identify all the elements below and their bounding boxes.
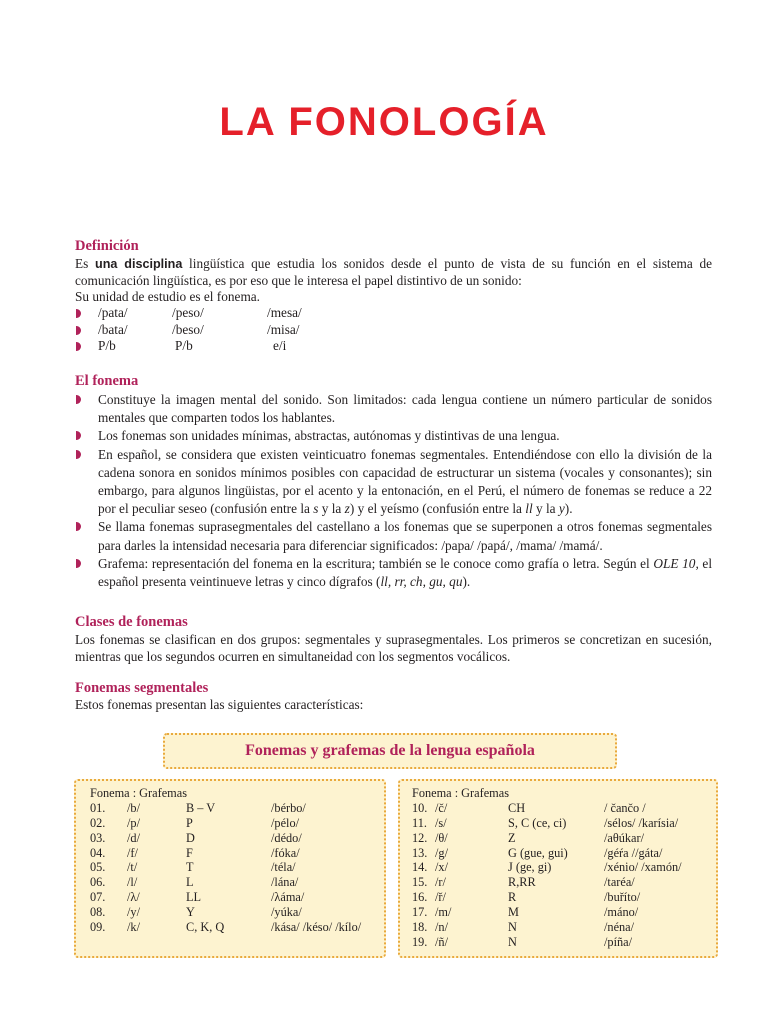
page-title: LA FONOLOGÍA bbox=[219, 100, 549, 144]
example-row bbox=[75, 338, 287, 355]
table-cell: F bbox=[186, 845, 193, 860]
table-cell: 17. bbox=[412, 905, 428, 920]
definicion-text-bold: una disciplina bbox=[95, 257, 183, 271]
table-title: Fonemas y grafemas de la lengua española bbox=[245, 742, 535, 759]
table-cell: /č/ bbox=[435, 800, 448, 815]
example-cell: /beso/ bbox=[172, 321, 204, 337]
table-cell: /s/ bbox=[435, 815, 447, 830]
table-cell: /d/ bbox=[127, 830, 140, 845]
table-cell: 14. bbox=[412, 860, 428, 875]
text: el español presenta veintinueve letras y cinco dígrafos ( bbox=[98, 555, 713, 590]
table-cell: /p/ bbox=[127, 815, 140, 830]
table-cell: /λáma/ bbox=[271, 890, 305, 905]
table-cell: /máno/ bbox=[604, 905, 639, 920]
table-cell: J (ge, gi) bbox=[508, 860, 552, 875]
table-cell: 03. bbox=[90, 830, 106, 845]
text: ) y el yeísmo (confusión entre la bbox=[349, 501, 526, 517]
table-cell: /téla/ bbox=[271, 860, 296, 875]
heading-el-fonema: El fonema bbox=[75, 373, 139, 389]
table-cell: /taréa/ bbox=[604, 875, 635, 890]
table-cell: Z bbox=[508, 830, 516, 845]
text: OLE 10, bbox=[653, 555, 699, 571]
example-cell: /misa/ bbox=[267, 321, 300, 337]
fonema-bullets bbox=[75, 391, 712, 591]
table-cell: 06. bbox=[90, 875, 106, 890]
definicion-text-rest: lingüística que estudia los sonidos desde el punto de vista de su función en el sistema de comunicación lingüística, es por eso que le interesa el papel distintivo de un sonido: bbox=[75, 256, 712, 288]
table-cell: 08. bbox=[90, 905, 106, 920]
table-cell: 07. bbox=[90, 890, 106, 905]
table-cell: /λ/ bbox=[127, 890, 140, 905]
table-cell: /y/ bbox=[127, 905, 140, 920]
table-cell: 04. bbox=[90, 845, 106, 860]
table-cell: /lána/ bbox=[271, 875, 299, 890]
table-cell: B – V bbox=[186, 800, 216, 815]
example-cell: P/b bbox=[98, 338, 116, 353]
fonema-bullet: Los fonemas son unidades mínimas, abstractas, autónomas y distintivas de una lengua. bbox=[75, 427, 712, 445]
table-cell: R,RR bbox=[508, 875, 536, 890]
table-cell: /kása/ /késo/ /kílo/ bbox=[271, 920, 362, 935]
table-cell: D bbox=[186, 830, 195, 845]
fonema-bullet: Constituye la imagen mental del sonido. Son limitados: cada lengua contiene un número particular de sonidos mentales que comparten todos los hablantes. bbox=[75, 391, 712, 427]
table-cell: 18. bbox=[412, 920, 428, 935]
table-cell: N bbox=[508, 920, 517, 935]
table-cell: 09. bbox=[90, 920, 106, 935]
definicion-unit: Su unidad de estudio es el fonema. bbox=[75, 289, 261, 304]
table-cell: /f/ bbox=[127, 845, 138, 860]
table-cell: /buříto/ bbox=[604, 890, 641, 905]
table-cell: G (gue, gui) bbox=[508, 845, 568, 860]
table-cell: /b/ bbox=[127, 800, 140, 815]
table-cell: /píña/ bbox=[604, 934, 633, 949]
table-cell: 10. bbox=[412, 800, 428, 815]
header-label: Fonema : Grafemas bbox=[412, 786, 509, 800]
text: y la bbox=[532, 501, 559, 517]
table-cell: /l/ bbox=[127, 875, 138, 890]
text: s bbox=[313, 501, 319, 517]
heading-segmentales: Fonemas segmentales bbox=[75, 680, 209, 696]
table-cell: /néna/ bbox=[604, 920, 635, 935]
text: En español, se considera que existen veinticuatro fonemas segmentales. Entendiéndose con ello la división de la cadena sonora en sonidos mínimos posibles con capacidad de estructurar un sistema (vocales y consonantes); sin embargo, para algunos lingüistas, por el acento y la entonación, en el Perú, el número de fonemas se reduce a 22 por el peculiar seseo (confusión entre la bbox=[98, 446, 712, 517]
table-cell: 12. bbox=[412, 830, 428, 845]
table-cell: /k/ bbox=[127, 920, 140, 935]
fonema-bullet bbox=[75, 555, 712, 591]
clases-paragraph: Los fonemas se clasifican en dos grupos: segmentales y suprasegmentales. Los primeros se concretizan en sucesión, mientras que los segundos ocurren en simultaneidad con los segmentos vocálicos. bbox=[75, 632, 712, 664]
table-cell: /géŕa //gáta/ bbox=[604, 845, 663, 860]
example-cell: e/i bbox=[273, 338, 287, 353]
text: Grafema: representación del fonema en la escritura; también se le conoce como grafía o letra. Según el bbox=[98, 555, 654, 571]
table-cell: /pélo/ bbox=[271, 815, 300, 830]
text: ll, rr, ch, gu, qu bbox=[380, 574, 463, 590]
table-cell: P bbox=[186, 815, 193, 830]
table-cell: 19. bbox=[412, 934, 428, 949]
table-cell: /ř/ bbox=[435, 890, 446, 905]
example-row bbox=[75, 305, 302, 322]
table-cell: /aθúkar/ bbox=[604, 830, 645, 845]
fonema-bullet: Se llama fonemas suprasegmentales del castellano a los fonemas que se superponen a otros fonemas segmentales para darles la intensidad necesaria para diferenciar significados: /papa/ /papá/, /mama/ /mamá/. bbox=[75, 518, 712, 554]
table-cell: /xénio/ /xamón/ bbox=[604, 860, 682, 875]
definicion-paragraph bbox=[75, 256, 712, 289]
table-cell: T bbox=[186, 860, 194, 875]
table-cell: R bbox=[508, 890, 517, 905]
table-cell: C, K, Q bbox=[186, 920, 225, 935]
table-cell: 02. bbox=[90, 815, 106, 830]
table-cell: /yúka/ bbox=[271, 905, 302, 920]
table-cell: 16. bbox=[412, 890, 428, 905]
text: ll bbox=[525, 501, 533, 517]
table-cell: / čančo / bbox=[604, 800, 646, 815]
table-cell: 11. bbox=[412, 815, 427, 830]
text: y bbox=[558, 501, 565, 517]
text: z bbox=[344, 501, 350, 517]
table-cell: 15. bbox=[412, 875, 428, 890]
heading-definicion: Definición bbox=[75, 238, 139, 254]
table-cell: /bérbo/ bbox=[271, 800, 306, 815]
table-cell: M bbox=[508, 905, 519, 920]
table-cell: Y bbox=[186, 905, 195, 920]
heading-clases: Clases de fonemas bbox=[75, 614, 188, 630]
table-cell: 05. bbox=[90, 860, 106, 875]
table-cell: LL bbox=[186, 890, 202, 905]
table-cell: L bbox=[186, 875, 194, 890]
table-cell: /dédo/ bbox=[271, 830, 302, 845]
example-row bbox=[75, 321, 300, 339]
table-cell: 13. bbox=[412, 845, 428, 860]
table-cell: /fóka/ bbox=[271, 845, 300, 860]
table-cell: N bbox=[508, 934, 517, 949]
table-cell: S, C (ce, ci) bbox=[508, 815, 567, 830]
table-cell: /x/ bbox=[435, 860, 448, 875]
table-cell: /m/ bbox=[435, 905, 452, 920]
table-cell: /θ/ bbox=[435, 830, 448, 845]
text: ). bbox=[462, 574, 471, 590]
table-cell: 01. bbox=[90, 800, 106, 815]
table-cell: /n/ bbox=[435, 920, 448, 935]
text: ). bbox=[564, 501, 573, 517]
example-cell: /bata/ bbox=[98, 321, 128, 337]
table-title-banner bbox=[163, 733, 617, 769]
table-cell: /sélos/ /karísia/ bbox=[604, 815, 679, 830]
examples-list bbox=[75, 305, 302, 355]
header-label: Fonema : Grafemas bbox=[90, 786, 187, 800]
example-cell: /mesa/ bbox=[267, 305, 302, 320]
segmentales-paragraph: Estos fonemas presentan las siguientes características: bbox=[75, 697, 364, 712]
table-cell: /ñ/ bbox=[435, 934, 448, 949]
example-cell: P/b bbox=[175, 338, 193, 353]
fonema-bullet bbox=[75, 446, 712, 519]
example-cell: /pata/ bbox=[98, 305, 128, 320]
table-cell: CH bbox=[508, 800, 526, 815]
text: y la bbox=[318, 501, 345, 517]
table-cell: /r/ bbox=[435, 875, 446, 890]
definicion-text-pre: Es bbox=[75, 256, 95, 271]
example-cell: /peso/ bbox=[172, 305, 204, 320]
table-cell: /g/ bbox=[435, 845, 448, 860]
table-cell: /t/ bbox=[127, 860, 138, 875]
